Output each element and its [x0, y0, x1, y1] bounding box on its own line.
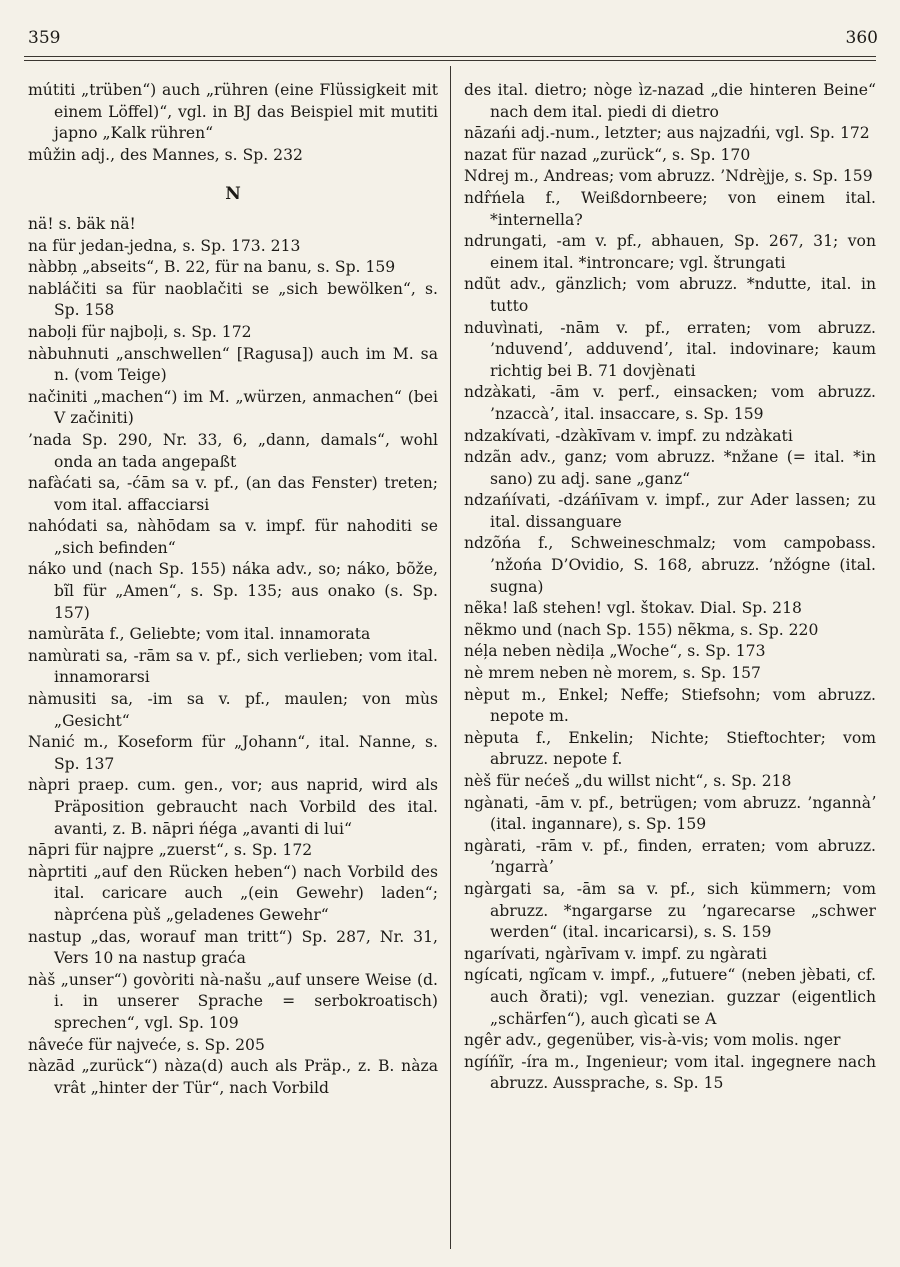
left-column [28, 80, 438, 1099]
dictionary-entry: nāpri für najpre „zuerst“, s. Sp. 172 [28, 841, 313, 860]
dictionary-entry: nèš für nećeš „du willst nicht“, s. Sp. 218 [464, 772, 792, 790]
dictionary-entry: nàprtiti „auf den Rücken heben“) nach Vorbild des ital. caricare auch „(ein Gewehr) laden“; nàprćena pùš „geladenes Gewehr“ [28, 862, 438, 924]
dictionary-entry: nä! s. bäk nä! [28, 214, 136, 233]
header-rule-secondary [24, 60, 876, 61]
dictionary-entry: namùrati sa, -rām sa v. pf., sich verlieben; vom ital. innamorarsi [28, 646, 438, 687]
dictionary-entry: ndzãn adv., ganz; vom abruzz. *nžane (= ital. *in sano) zu adj. sane „ganz“ [464, 448, 876, 488]
left-entries-before [28, 80, 438, 166]
dictionary-entry: ngàrgati sa, -ām sa v. pf., sich kümmern; vom abruzz. *ngargarse zu ’ngarecarse „schwer werden“ (ital. incaricarsi), s. S. 159 [464, 879, 876, 942]
dictionary-entry: namùrāta f., Geliebte; vom ital. innamorata [28, 625, 371, 644]
dictionary-entry: nabláčiti sa für naoblačiti se „sich bewölken“, s. Sp. 158 [28, 279, 438, 320]
dictionary-entry: ngànati, -ām v. pf., betrügen; vom abruzz. ’ngannàʼ (ital. ingannare), s. Sp. 159 [464, 793, 876, 834]
dictionary-entry: nàbuhnuti „anschwellen“ [Ragusa]) auch im M. sa n. (vom Teige) [28, 344, 438, 385]
dictionary-entry: nāzańi adj.-num., letzter; aus najzadńi, vgl. Sp. 172 [464, 124, 870, 143]
dictionary-entry: nafàćati sa, -ćām sa v. pf., (an das Fenster) treten; vom ital. affacciarsi [28, 474, 438, 514]
dictionary-entry: nàpri praep. cum. gen., vor; aus naprid, wird als Präposition gebraucht nach Vorbild des ital. avanti, z. B. nāpri ńéga „avanti di lui“ [28, 776, 438, 838]
dictionary-entry: naboļi für najboļi, s. Sp. 172 [28, 322, 252, 341]
dictionary-entry: ndrungati, -am v. pf., abhauen, Sp. 267, 31; von einem ital. *introncare; vgl. štrungati [464, 232, 876, 272]
dictionary-entry: nè mrem neben nè morem, s. Sp. 157 [464, 664, 761, 683]
dictionary-entry: nazat für nazad „zurück“, s. Sp. 170 [464, 145, 751, 164]
dictionary-entry: nàzād „zurück“) nàza(d) auch als Präp., z. B. nàza vrât „hinter der Tür“, nach Vorbild [28, 1057, 438, 1097]
dictionary-entry: ngíńĩr, -íra m., Ingenieur; vom ital. ingegnere nach abruzz. Aussprache, s. Sp. 15 [464, 1052, 876, 1093]
dictionary-entry: nàbbn̦ „abseits“, B. 22, für na banu, s. Sp. 159 [28, 258, 396, 277]
dictionary-entry: nèputa f., Enkelin; Nichte; Stieftochter; vom abruzz. nepote f. [464, 728, 876, 769]
dictionary-entry: ngícati, ngĩcam v. impf., „futuere“ (neben jèbati, cf. auch ðrati); vgl. venezian. guzzar (eigentlich „schärfen“), auch gìcati se A [464, 966, 876, 1028]
dictionary-entry: nèput m., Enkel; Neffe; Stiefsohn; vom abruzz. nepote m. [464, 685, 876, 726]
dictionary-entry: Nanić m., Koseform für „Johann“, ital. Nanne, s. Sp. 137 [28, 733, 438, 773]
dictionary-entry: nduvìnati, -nām v. pf., erraten; vom abruzz. ’nduvendʼ, adduvendʼ, ital. indovinare; kaum richtig bei B. 71 dovjènati [464, 318, 876, 380]
dictionary-entry: ngarívati, ngàrīvam v. impf. zu ngàrati [464, 944, 767, 963]
dictionary-entry: ngêr adv., gegenüber, vis-à-vis; vom molis. nger [464, 1031, 841, 1050]
dictionary-entry: nẽka! laß stehen! vgl. štokav. Dial. Sp. 218 [464, 599, 802, 618]
dictionary-entry: néļa neben nèdiļa „Woche“, s. Sp. 173 [464, 642, 766, 661]
dictionary-entry: ’nada Sp. 290, Nr. 33, 6, „dann, damals“, wohl onda an tada angepaßt [28, 430, 438, 471]
dictionary-entry: na für jedan-jedna, s. Sp. 173. 213 [28, 236, 301, 255]
dictionary-entry: načiniti „machen“) im M. „würzen, anmachen“ (bei V začiniti) [28, 387, 438, 428]
dictionary-entry: mûžin adj., des Mannes, s. Sp. 232 [28, 145, 303, 164]
dictionary-entry: nastup „das, worauf man tritt“) Sp. 287, Nr. 31, Vers 10 na nastup graća [28, 927, 438, 968]
dictionary-entry: nẽkmo und (nach Sp. 155) nẽkma, s. Sp. 220 [464, 620, 819, 639]
left-entries-after [28, 214, 438, 1099]
page-number-left: 359 [28, 28, 61, 48]
dictionary-entry: ndũt adv., gänzlich; vom abruzz. *ndutte, ital. in tutto [464, 275, 876, 315]
column-divider [450, 66, 451, 1249]
page-number-right: 360 [845, 28, 878, 48]
dictionary-entry: nàmusiti sa, -im sa v. pf., maulen; von mùs „Gesicht“ [28, 690, 438, 730]
dictionary-entry: des ital. dietro; nòge ìz-nazad „die hinteren Beine“ nach dem ital. piedi di dietro [464, 81, 876, 121]
section-heading: N [225, 184, 241, 205]
dictionary-entry: nâveće für najveće, s. Sp. 205 [28, 1035, 265, 1054]
dictionary-entry: ngàrati, -rām v. pf., finden, erraten; vom abruzz. ’ngarràʼ [464, 836, 876, 877]
dictionary-entry: mútiti „trüben“) auch „rühren (eine Flüssigkeit mit einem Löffel)“, vgl. in BJ das Beispiel mit mutiti japno „Kalk rühren“ [28, 81, 438, 143]
right-column [464, 80, 876, 1095]
dictionary-entry: náko und (nach Sp. 155) náka adv., so; náko, bõže, bĩl für „Amen“, s. Sp. 135; aus onako (s. Sp. 157) [28, 560, 438, 622]
dictionary-entry: ndzàkati, -ām v. perf., einsacken; vom abruzz. ’nzaccàʼ, ital. insaccare, s. Sp. 159 [464, 383, 876, 423]
right-entries [464, 80, 876, 1095]
dictionary-entry: ndzakívati, -dzàkīvam v. impf. zu ndzàkati [464, 426, 793, 445]
dictionary-entry: nahódati sa, nàhōdam sa v. impf. für nahoditi se „sich befinden“ [28, 517, 438, 557]
dictionary-entry: ndr̂ńela f., Weißdornbeere; von einem ital. *internella? [464, 188, 876, 229]
dictionary-entry: nàš „unser“) govòriti nà-našu „auf unsere Weise (d. i. in unserer Sprache = serbokroatisch) sprechen“, vgl. Sp. 109 [28, 970, 438, 1032]
dictionary-entry: ndzańívati, -dzáńīvam v. impf., zur Ader lassen; zu ital. dissanguare [464, 491, 876, 531]
dictionary-entry: Ndrej m., Andreas; vom abruzz. ’Ndrèjje, s. Sp. 159 [464, 167, 873, 186]
dictionary-entry: ndzõńa f., Schweineschmalz; vom campobass. ’nžońa D’Ovidio, S. 168, abruzz. ’nžógne (ital. sugna) [464, 534, 876, 596]
header-rule [24, 56, 876, 57]
